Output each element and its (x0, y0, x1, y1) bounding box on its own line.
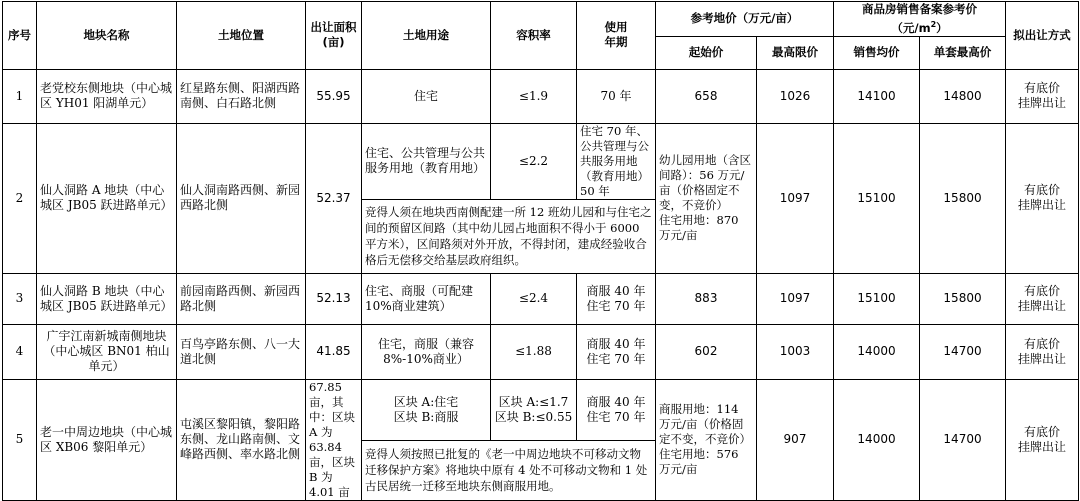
cell-location: 屯溪区黎阳镇，黎阳路东侧、龙山路南侧、文峰路西侧、率水路北侧 (177, 379, 306, 500)
cell-start-price: 商服用地：114 万元/亩（价格固定不变，不竞价） 住宅用地：576 万元/亩 (656, 379, 757, 500)
cell-avg-price: 15100 (834, 273, 920, 324)
cell-avg-price: 15100 (834, 123, 920, 273)
cell-location: 百鸟亭路东侧、八一大道北侧 (177, 324, 306, 379)
header-avg-price: 销售均价 (834, 36, 920, 69)
cell-max-limit: 1097 (757, 123, 834, 273)
cell-term: 70 年 (577, 69, 656, 123)
cell-avg-price: 14100 (834, 69, 920, 123)
header-max-single: 单套最高价 (920, 36, 1006, 69)
cell-use: 区块 A:住宅 区块 B:商服 (362, 379, 491, 440)
cell-name: 老党校东侧地块（中心城区 YH01 阳湖单元） (37, 69, 177, 123)
cell-far: ≤1.9 (491, 69, 577, 123)
header-term: 使用 年期 (577, 2, 656, 70)
cell-max-limit: 1097 (757, 273, 834, 324)
cell-seq: 2 (3, 123, 37, 273)
header-house-ref-group: 商品房销售备案参考价 （元$/m^2$） (834, 2, 1006, 37)
cell-area: 55.95 (306, 69, 362, 123)
cell-term: 住宅 70 年、公共管理与公共服务用地（教育用地）50 年 (577, 123, 656, 199)
cell-area: 67.85 亩，其中：区块 A 为 63.84 亩，区块 B 为 4.01 亩 (306, 379, 362, 500)
cell-start-price: 幼儿园用地（含区间路）：56 万元/亩（价格固定不变，不竞价） 住宅用地：870 万元/亩 (656, 123, 757, 273)
cell-seq: 3 (3, 273, 37, 324)
header-max-limit: 最高限价 (757, 36, 834, 69)
cell-method: 有底价 挂牌出让 (1006, 324, 1079, 379)
cell-note: 竞得人须在地块西南侧配建一所 12 班幼儿园和与住宅之间的预留区间路（其中幼儿园占地面积不得小于 6000 平方米），区间路须对外开放，不得封闭，建成经验收合格后无偿移交给基层政府组织。 (362, 199, 656, 273)
header-start-price: 起始价 (656, 36, 757, 69)
cell-max-single: 15800 (920, 123, 1006, 273)
cell-max-limit: 907 (757, 379, 834, 500)
header-use: 土地用途 (362, 2, 491, 70)
table-row (3, 123, 1079, 199)
cell-name: 仙人洞路 A 地块（中心城区 JB05 跃进路单元） (37, 123, 177, 273)
cell-name: 老一中周边地块（中心城区 XB06 黎阳单元） (37, 379, 177, 500)
cell-method: 有底价 挂牌出让 (1006, 69, 1079, 123)
header-name: 地块名称 (37, 2, 177, 70)
table-row (3, 69, 1079, 123)
cell-note: 竞得人须按照已批复的《老一中周边地块不可移动文物迁移保护方案》将地块中原有 4 处不可移动文物和 1 处古民居统一迁移至地块东侧商服用地。 (362, 440, 656, 500)
header-ref-price-group: 参考地价（万元/亩） (656, 2, 834, 37)
cell-far: ≤2.4 (491, 273, 577, 324)
cell-far: ≤2.2 (491, 123, 577, 199)
cell-start-price: 602 (656, 324, 757, 379)
cell-max-single: 15800 (920, 273, 1006, 324)
cell-name: 仙人洞路 B 地块（中心城区 JB05 跃进路单元） (37, 273, 177, 324)
cell-location: 前园南路西侧、新园西路北侧 (177, 273, 306, 324)
cell-max-single: 14700 (920, 324, 1006, 379)
cell-term: 商服 40 年 住宅 70 年 (577, 379, 656, 440)
cell-term: 商服 40 年 住宅 70 年 (577, 324, 656, 379)
cell-max-single: 14800 (920, 69, 1006, 123)
land-transfer-table (2, 1, 1079, 501)
cell-area: 52.13 (306, 273, 362, 324)
cell-use: 住宅、公共管理与公共服务用地（教育用地） (362, 123, 491, 199)
cell-method: 有底价 挂牌出让 (1006, 379, 1079, 500)
table-row (3, 273, 1079, 324)
cell-seq: 1 (3, 69, 37, 123)
cell-max-single: 14700 (920, 379, 1006, 500)
cell-start-price: 883 (656, 273, 757, 324)
header-location: 土地位置 (177, 2, 306, 70)
cell-far: ≤1.88 (491, 324, 577, 379)
header-seq: 序号 (3, 2, 37, 70)
cell-seq: 4 (3, 324, 37, 379)
cell-seq: 5 (3, 379, 37, 500)
cell-name: 广宇江南新城南侧地块（中心城区 BN01 柏山单元） (37, 324, 177, 379)
cell-area: 41.85 (306, 324, 362, 379)
table-row (3, 324, 1079, 379)
cell-use: 住宅 (362, 69, 491, 123)
cell-avg-price: 14000 (834, 324, 920, 379)
header-area: 出让面积 (亩) (306, 2, 362, 70)
cell-avg-price: 14000 (834, 379, 920, 500)
header-far: 容积率 (491, 2, 577, 70)
cell-use: 住宅，商服（兼容 8%-10%商业） (362, 324, 491, 379)
table-row (3, 379, 1079, 440)
cell-use: 住宅、商服（可配建 10%商业建筑） (362, 273, 491, 324)
cell-method: 有底价 挂牌出让 (1006, 273, 1079, 324)
cell-area: 52.37 (306, 123, 362, 273)
cell-term: 商服 40 年 住宅 70 年 (577, 273, 656, 324)
cell-far: 区块 A:≤1.7 区块 B:≤0.55 (491, 379, 577, 440)
cell-method: 有底价 挂牌出让 (1006, 123, 1079, 273)
cell-location: 仙人洞南路西侧、新园西路北侧 (177, 123, 306, 273)
cell-max-limit: 1003 (757, 324, 834, 379)
header-method: 拟出让方式 (1006, 2, 1079, 70)
cell-location: 红星路东侧、阳湖西路南侧、白石路北侧 (177, 69, 306, 123)
cell-start-price: 658 (656, 69, 757, 123)
cell-max-limit: 1026 (757, 69, 834, 123)
